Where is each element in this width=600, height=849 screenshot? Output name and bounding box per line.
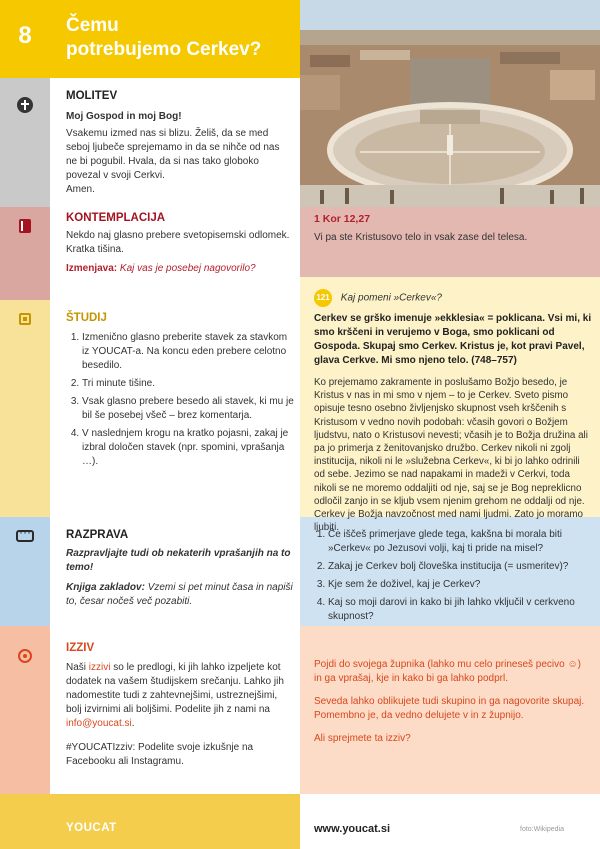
chat-icon bbox=[16, 530, 34, 542]
razprava-question: 2. Zakaj je Cerkev bolj človeška institucija (= usmeritev)? bbox=[328, 560, 592, 574]
razprava-questions bbox=[312, 528, 592, 628]
scripture-ref: 1 Kor 12,27 bbox=[314, 213, 371, 225]
youcat-explanation: Ko prejemamo zakramente in poslušamo Božjo besedo, je Kristus v nas in mi smo v njem – to je Cerkev. Sveto pismo opisuje tesno osebno življenjsko skupnost vseh krščenih s Kristusom v vedno novih podobah: včasih govori o Božjem ljudstvu, nato o Kristusovi nevesti; včasih je to Božja družina ali pa jo primerja z ženitovanjsko družbo. Cerkev nikoli ni zgolj institucija, nikoli ni le »služebna Cerkev«, ki bi jo lahko odrinili od sebe. Jezimo se nad napakami in madeži v Cerkvi, toda nikoli se ne moremo oddaljiti od nje, saj se je Bog nepreklicno odločil zanjo in se kljub vsem njenim grehom ne oddalji od nje. Cerkev je Božja navzočnost med nami ljudmi. Zato jo moramo ljubiti. bbox=[314, 377, 588, 534]
izziv-title: IZZIV bbox=[66, 642, 95, 654]
youcat-number-badge: 121 bbox=[314, 289, 332, 307]
izziv-right-p3: Ali sprejmete ta izziv? bbox=[314, 733, 411, 744]
razprava-question: 1. Če iščeš primerjave glede tega, kakšna bi morala biti »Cerkev« po Jezusovi volji, kaj ti pride na misel? bbox=[328, 528, 592, 556]
footer-brand: YOUCAT bbox=[66, 822, 117, 834]
pen-icon bbox=[19, 313, 31, 325]
footer-photo-credit: foto:Wikipedia bbox=[520, 826, 564, 833]
studij-sidebar bbox=[0, 300, 50, 517]
footer-url[interactable]: www.youcat.si bbox=[314, 823, 391, 835]
molitev-amen: Amen. bbox=[66, 184, 95, 195]
studij-list bbox=[66, 331, 294, 469]
photo-illustration bbox=[300, 0, 600, 207]
razprava-section bbox=[66, 529, 294, 609]
razprava-question: 4. Kaj so moji darovi in kako bi jih lahko vključil v cerkveno skupnost? bbox=[328, 596, 592, 624]
molitev-title: MOLITEV bbox=[66, 90, 118, 102]
studij-item: 4. V naslednjem krogu na kratko pojasni, zakaj je izbral določen stavek (npr. spomini, vprašanja …). bbox=[82, 427, 294, 469]
molitev-subtitle: Moj Gospod in moj Bog! bbox=[66, 111, 182, 122]
izziv-right-p2: Seveda lahko oblikujete tudi skupino in ga nagovorite skupaj. Pomembno je, da vedno delujete v in z župnijo. bbox=[314, 696, 585, 721]
studij-section bbox=[66, 312, 294, 473]
kontemplacija-text: Nekdo naj glasno prebere svetopisemski odlomek. Kratka tišina. bbox=[66, 230, 290, 255]
molitev-text: Vsakemu izmed nas si blizu. Želiš, da se med seboj ljubeče sprejemamo in da se nihče od nas ne bi pogubil. Hvala, da si nas tako globoko povezal v svoji Cerkvi. bbox=[66, 128, 280, 181]
header-number-box bbox=[0, 0, 50, 78]
izziv-section bbox=[66, 642, 294, 769]
knjiga-text: Vzemi si pet minut časa in napiši to, česar nočeš več pozabiti. bbox=[66, 582, 293, 607]
scripture-section bbox=[314, 212, 594, 245]
studij-item: 2. Tri minute tišine. bbox=[82, 377, 294, 391]
razprava-title: RAZPRAVA bbox=[66, 529, 129, 541]
kontemplacija-section bbox=[66, 212, 294, 276]
cross-icon bbox=[17, 97, 33, 113]
email-link[interactable]: info@youcat.si bbox=[66, 718, 132, 729]
razprava-question: 3. Kje sem že doživel, kaj je Cerkev? bbox=[328, 578, 592, 592]
izmenjava-label: Izmenjava: bbox=[66, 263, 118, 274]
knjiga-label: Knjiga zakladov: bbox=[66, 582, 145, 593]
youcat-question-line bbox=[314, 289, 592, 307]
izzivi-link[interactable]: izzivi bbox=[88, 662, 111, 673]
izziv-hashtag: #YOUCATIzziv: Podelite svoje izkušnje na Facebooku ali Instagramu. bbox=[66, 742, 254, 767]
izmenjava-line bbox=[66, 262, 294, 276]
photo-st-peters-square bbox=[300, 0, 600, 207]
scripture-text: Vi pa ste Kristusovo telo in vsak zase del telesa. bbox=[314, 232, 528, 243]
studij-item: 3. Vsak glasno prebere besedo ali stavek, ki mu je bil še posebej všeč – brez komentarja. bbox=[82, 395, 294, 423]
header-title-box bbox=[50, 0, 300, 78]
knjiga-line bbox=[66, 581, 294, 609]
izziv-text: Naši izzivi so le predlogi, ki jih lahko izpeljete kot dodatek na vašem študijskem srečanju. Lahko jih nadomestite tudi z zahtevnejšimi, ustreznejšimi, bolj izvirnimi ali boljšimi. Podelite jih z nami na info@youcat.si. bbox=[66, 662, 284, 729]
page-title: Čemu potrebujemo Cerkev? bbox=[66, 15, 262, 60]
studij-item: 1. Izmenično glasno preberite stavek za stavkom iz YOUCAT-a. Na koncu eden prebere celotno besedilo. bbox=[82, 331, 294, 373]
izziv-right bbox=[314, 658, 590, 746]
izmenjava-text: Kaj vas je posebej nagovorilo? bbox=[119, 263, 256, 274]
chapter-number: 8 bbox=[18, 22, 32, 49]
youcat-section bbox=[314, 289, 592, 534]
izziv-right-p1: Pojdi do svojega župnika (lahko mu celo prineseš pecivo ☺) in ga vprašaj, kje in kako bi ga lahko podprl. bbox=[314, 659, 582, 684]
razprava-question-list bbox=[312, 528, 592, 624]
youcat-answer: Cerkev se grško imenuje »ekklesia« = poklicana. Vsi mi, ki smo krščeni in verujemo v Boga, smo poklicani od Gospoda. Skupaj smo Cerkev. Kristus je, kot pravi Pavel, glava Cerkve. Mi smo njeno telo. (748–757) bbox=[314, 313, 592, 366]
kontemplacija-title: KONTEMPLACIJA bbox=[66, 212, 166, 224]
youcat-question: Kaj pomeni »Cerkev«? bbox=[340, 292, 442, 304]
razprava-intro: Razpravljajte tudi ob nekaterih vprašanjih na to temo! bbox=[66, 548, 291, 573]
bible-icon bbox=[19, 219, 31, 233]
footer-left bbox=[0, 794, 50, 849]
target-icon bbox=[18, 649, 32, 663]
molitev-section bbox=[66, 90, 292, 197]
studij-title: ŠTUDIJ bbox=[66, 312, 107, 324]
